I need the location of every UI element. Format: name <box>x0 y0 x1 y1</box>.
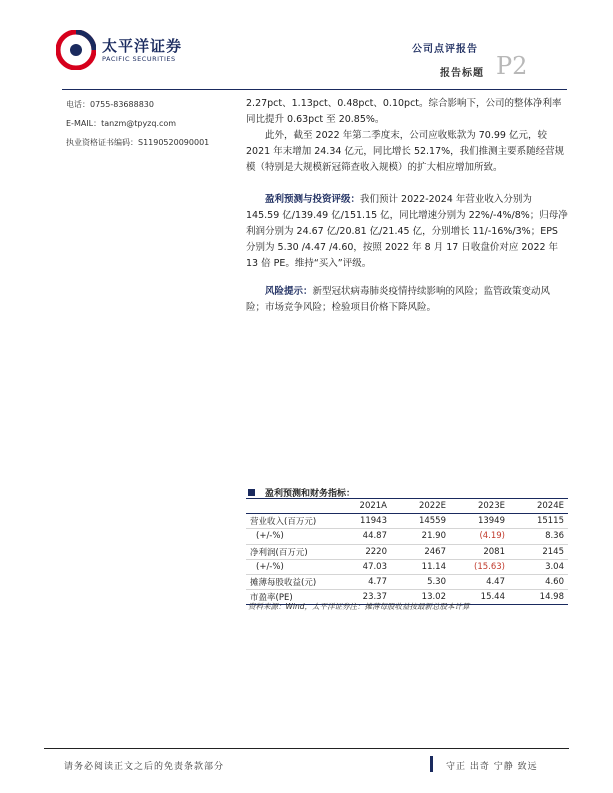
risk-label: 风险提示： <box>265 286 313 297</box>
table-cell: 4.77 <box>332 574 391 589</box>
logo-name-cn: 太平洋证券 <box>102 37 183 55</box>
company-motto: 守正 出奇 宁静 致远 <box>446 762 538 772</box>
table-source-note: 资料来源：Wind，太平洋证券注：摊薄每股收益按最新总股本计算 <box>248 602 470 611</box>
analyst-license: 执业资格证书编码：S1190520090001 <box>66 138 210 147</box>
paragraph-risk <box>246 284 568 316</box>
table-cell: 3.04 <box>509 559 568 574</box>
row-label: (+/-%) <box>246 529 332 544</box>
table-cell: 4.47 <box>450 574 509 589</box>
table-header-cell: 2023E <box>450 499 509 514</box>
table-header-cell: 2021A <box>332 499 391 514</box>
company-logo-icon <box>56 30 96 70</box>
paragraph-receivables: 此外，截至 2022 年第二季度末，公司应收账款为 70.99 亿元，较 2021 年末增加 24.34 亿元，同比增长 52.17%，我们推测主要系随经营规模（特别是大规模新冠筛查收入规模）的扩大相应增加所致。 <box>246 130 565 173</box>
table-cell: 14.98 <box>509 590 568 605</box>
table-title-marker <box>248 489 255 496</box>
report-title: 报告标题 <box>440 68 484 79</box>
table-cell-negative: (15.63) <box>450 559 509 574</box>
table-cell: 11.14 <box>391 559 450 574</box>
table-cell: 5.30 <box>391 574 450 589</box>
table-cell: 4.60 <box>509 574 568 589</box>
page-number: P2 <box>496 52 528 80</box>
analyst-phone: 电话：0755-83688830 <box>66 100 154 109</box>
forecast-label: 盈利预测与投资评级： <box>265 194 361 205</box>
row-label: 净利润(百万元) <box>246 544 332 559</box>
header-divider <box>62 89 567 90</box>
table-cell: 13.02 <box>391 590 450 605</box>
paragraph-net-margin: 2.27pct、1.13pct、0.48pct、0.10pct。综合影响下，公司的整体净利率同比提升 0.63pct 至 20.85%。 <box>246 98 562 125</box>
risk-text: 新型冠状病毒肺炎疫情持续影响的风险；监管政策变动风险；市场竞争风险；检验项目价格下降风险。 <box>246 286 551 313</box>
table-cell: 11943 <box>332 514 391 529</box>
table-cell: 2220 <box>332 544 391 559</box>
row-label: 营业收入(百万元) <box>246 514 332 529</box>
logo-name-en: PACIFIC SECURITIES <box>102 55 176 63</box>
table-cell: 14559 <box>391 514 450 529</box>
table-cell: 2145 <box>509 544 568 559</box>
footer-divider <box>44 748 569 749</box>
table-cell: 15115 <box>509 514 568 529</box>
table-row <box>246 514 568 529</box>
row-label: 摊薄每股收益(元) <box>246 574 332 589</box>
paragraph-forecast <box>246 192 568 272</box>
financial-forecast-table <box>246 498 568 605</box>
row-label: (+/-%) <box>246 559 332 574</box>
table-cell: 21.90 <box>391 529 450 544</box>
table-header-cell: 2022E <box>391 499 450 514</box>
table-cell: 8.36 <box>509 529 568 544</box>
analyst-email: E-MAIL：tanzm@tpyzq.com <box>66 119 177 128</box>
table-row <box>246 544 568 559</box>
table-row <box>246 559 568 574</box>
table-cell: 13949 <box>450 514 509 529</box>
table-title: 盈利预测和财务指标： <box>265 489 356 499</box>
table-cell: 47.03 <box>332 559 391 574</box>
table-cell: 23.37 <box>332 590 391 605</box>
table-header-blank <box>246 499 332 514</box>
table-cell: 2467 <box>391 544 450 559</box>
table-cell-negative: (4.19) <box>450 529 509 544</box>
table-cell: 44.87 <box>332 529 391 544</box>
row-label: 市盈率(PE) <box>246 590 332 605</box>
report-type: 公司点评报告 <box>412 44 478 55</box>
table-header-cell: 2024E <box>509 499 568 514</box>
forecast-text: 我们预计 2022-2024 年营业收入分别为 145.59 亿/139.49 亿/151.15 亿，同比增速分别为 22%/-4%/8%；归母净利润分别为 24.67 亿/20.81 亿/21.45 亿，分别增长 11/-16%/3%；EPS 分别为 5.30 /4.47 /4.60，按照 2022 年 8 月 17 日收盘价对应 2022 年 13 倍 PE。维持“买入”评级。 <box>246 194 568 269</box>
table-header-row <box>246 499 568 514</box>
table-row <box>246 574 568 589</box>
table-row <box>246 529 568 544</box>
table-cell: 15.44 <box>450 590 509 605</box>
disclaimer-note: 请务必阅读正文之后的免责条款部分 <box>64 762 225 772</box>
motto-marker <box>430 756 433 772</box>
table-cell: 2081 <box>450 544 509 559</box>
